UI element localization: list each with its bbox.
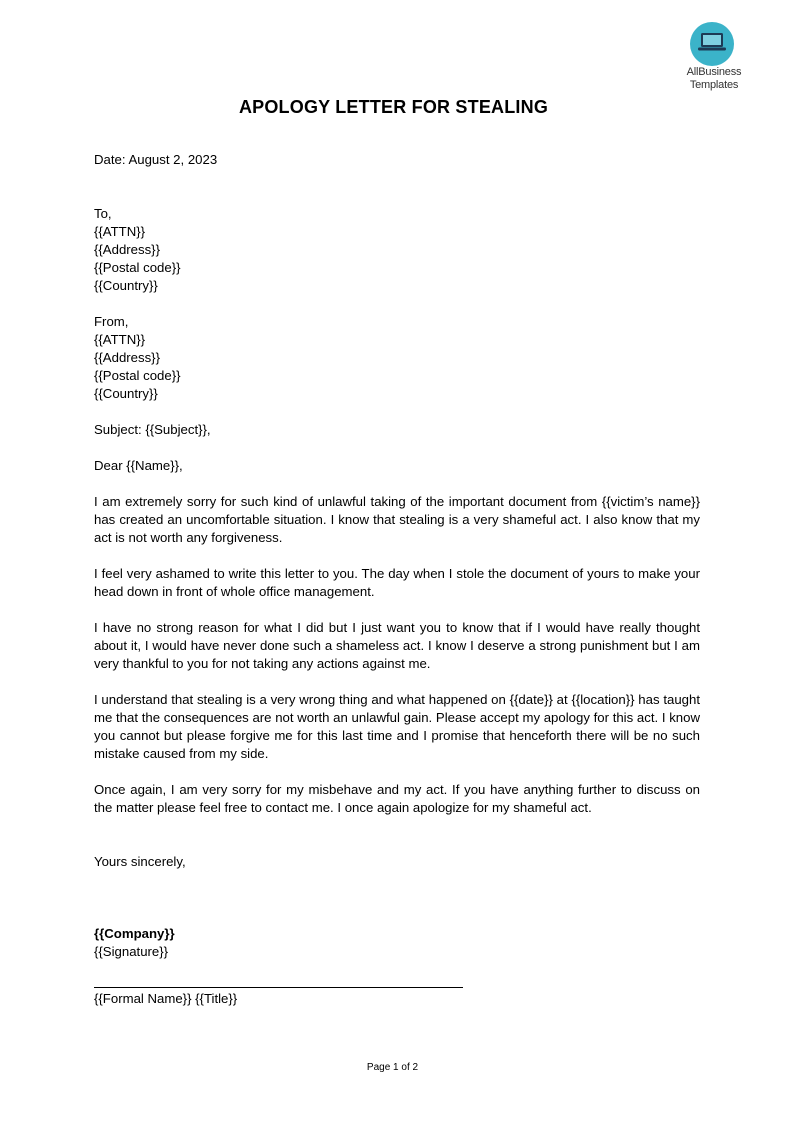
- logo-text-line1: AllBusiness: [686, 66, 742, 78]
- allbusiness-templates-logo: [678, 22, 750, 96]
- signature: {{Signature}}: [94, 944, 169, 959]
- to-address: {{Address}}: [94, 242, 160, 257]
- body-paragraph-5: Once again, I am very sorry for my misbehave and my act. If you have anything further to discuss on the matter please feel free to contact me. I once again apologize for my shameful act.: [94, 782, 700, 815]
- to-label: To,: [94, 206, 112, 221]
- body-paragraph-3: I have no strong reason for what I did but I just want you to know that if I would have really thought about it, I would have never done such a shameless act. I know I deserve a strong punishment but I am very thankful to you for not taking any actions against me.: [94, 620, 700, 671]
- from-country: {{Country}}: [94, 386, 158, 401]
- to-country: {{Country}}: [94, 278, 158, 293]
- page-number: Page 1 of 2: [366, 1062, 419, 1073]
- from-postal-code: {{Postal code}}: [94, 368, 181, 383]
- salutation: Dear {{Name}},: [94, 458, 183, 473]
- body-paragraph-2: I feel very ashamed to write this letter to you. The day when I stole the document of yours to make your head down in front of whole office management.: [94, 566, 700, 599]
- body-paragraph-1: I am extremely sorry for such kind of unlawful taking of the important document from {{victim’s name}} has created an uncomfortable situation. I know that stealing is a very shameful act. I also know that my act is not worth any forgiveness.: [94, 494, 700, 545]
- laptop-icon: [690, 22, 734, 66]
- from-attn: {{ATTN}}: [94, 332, 146, 347]
- signature-line: [94, 987, 463, 988]
- body-paragraph-4: I understand that stealing is a very wrong thing and what happened on {{date}} at {{location}} has taught me that the consequences are not worth an unlawful gain. Please accept my apology for this act. I know you cannot but please forgive me for this last time and I promise that henceforth there will be no such mistake caused from my side.: [94, 692, 700, 761]
- company-name: {{Company}}: [94, 926, 175, 941]
- formal-name-title: {{Formal Name}} {{Title}}: [94, 991, 238, 1006]
- logo-text-line2: Templates: [689, 79, 739, 91]
- letter-body: [94, 151, 700, 1008]
- to-attn: {{ATTN}}: [94, 224, 146, 239]
- from-label: From,: [94, 314, 129, 329]
- from-address: {{Address}}: [94, 350, 160, 365]
- letter-subject: Subject: {{Subject}},: [94, 422, 211, 437]
- to-postal-code: {{Postal code}}: [94, 260, 181, 275]
- closing: Yours sincerely,: [94, 854, 186, 869]
- letter-title: APOLOGY LETTER FOR STEALING: [238, 97, 549, 117]
- letter-date: Date: August 2, 2023: [94, 152, 218, 167]
